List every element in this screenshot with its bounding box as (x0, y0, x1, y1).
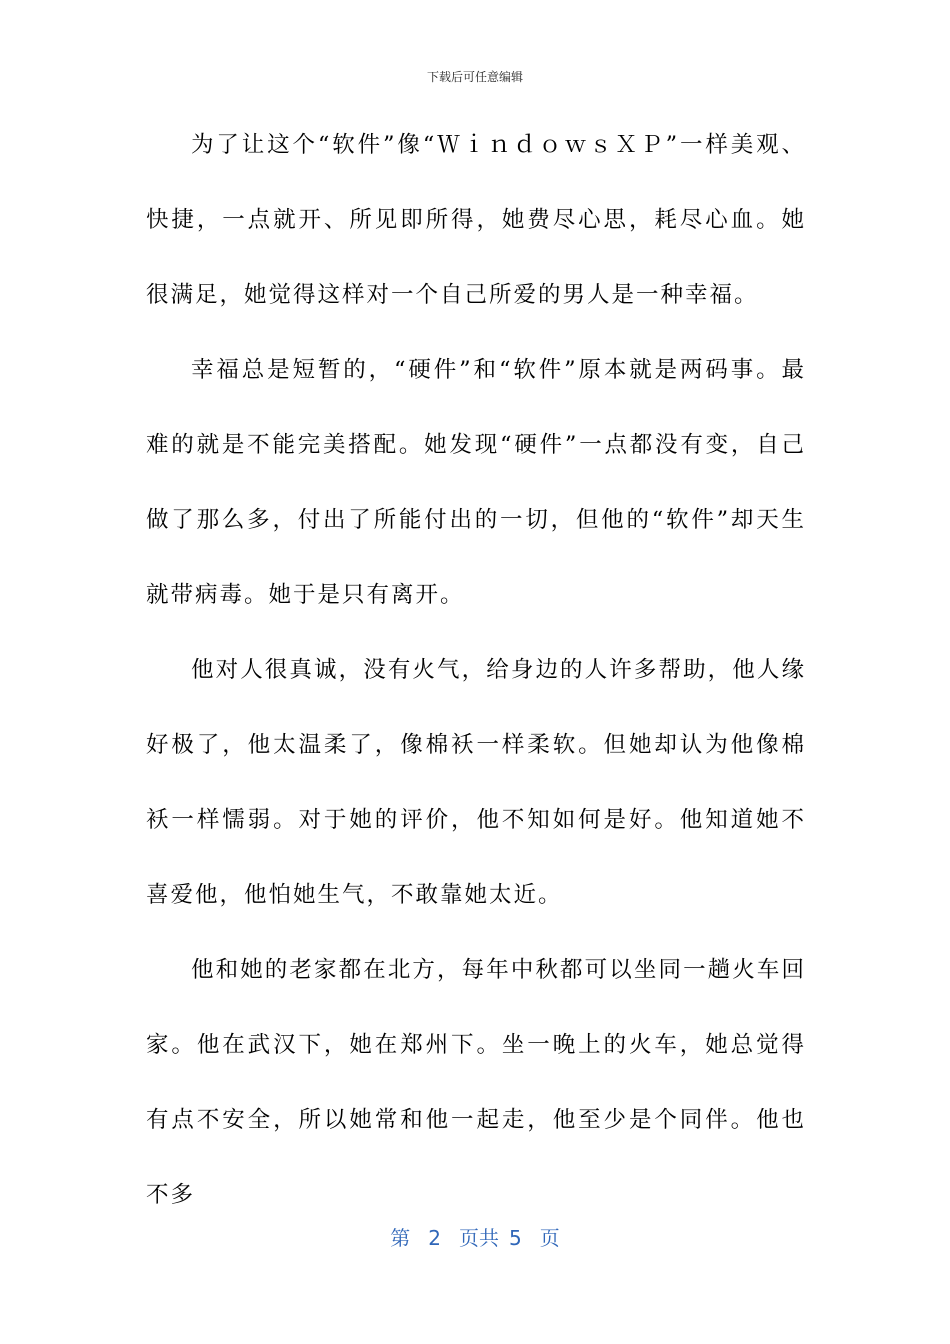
document-body (146, 108, 806, 1233)
page-label-mid: 页共 (459, 1226, 499, 1250)
paragraph-4: 他和她的老家都在北方，每年中秋都可以坐同一趟火车回家。他在武汉下，她在郑州下。坐一晚上的火车，她总觉得有点不安全，所以她常和他一起走，他至少是个同伴。他也不多 (146, 957, 806, 1208)
page-footer (0, 1222, 950, 1251)
header-note: 下载后可任意编辑 (426, 70, 523, 84)
total-pages-number: 5 (509, 1226, 522, 1250)
paragraph-3: 他对人很真诚，没有火气，给身边的人许多帮助，他人缘好极了，他太温柔了，像棉袄一样柔软。但她却认为他像棉袄一样懦弱。对于她的评价，他不知如何是好。他知道她不喜爱他，他怕她生气，不敢靠她太近。 (146, 657, 806, 908)
current-page-number: 2 (428, 1226, 441, 1250)
paragraph-2: 幸福总是短暂的，“硬件”和“软件”原本就是两码事。最难的就是不能完美搭配。她发现“硬件”一点都没有变，自己做了那么多，付出了所能付出的一切，但他的“软件”却天生就带病毒。她于是只有离开。 (146, 357, 806, 608)
page-label-suffix: 页 (539, 1226, 560, 1250)
paragraph-1: 为了让这个“软件”像“ＷｉｎｄｏｗｓＸＰ”一样美观、快捷，一点就开、所见即所得，她费尽心思，耗尽心血。她很满足，她觉得这样对一个自己所爱的男人是一种幸福。 (146, 132, 806, 308)
page-label-prefix: 第 (390, 1226, 411, 1250)
